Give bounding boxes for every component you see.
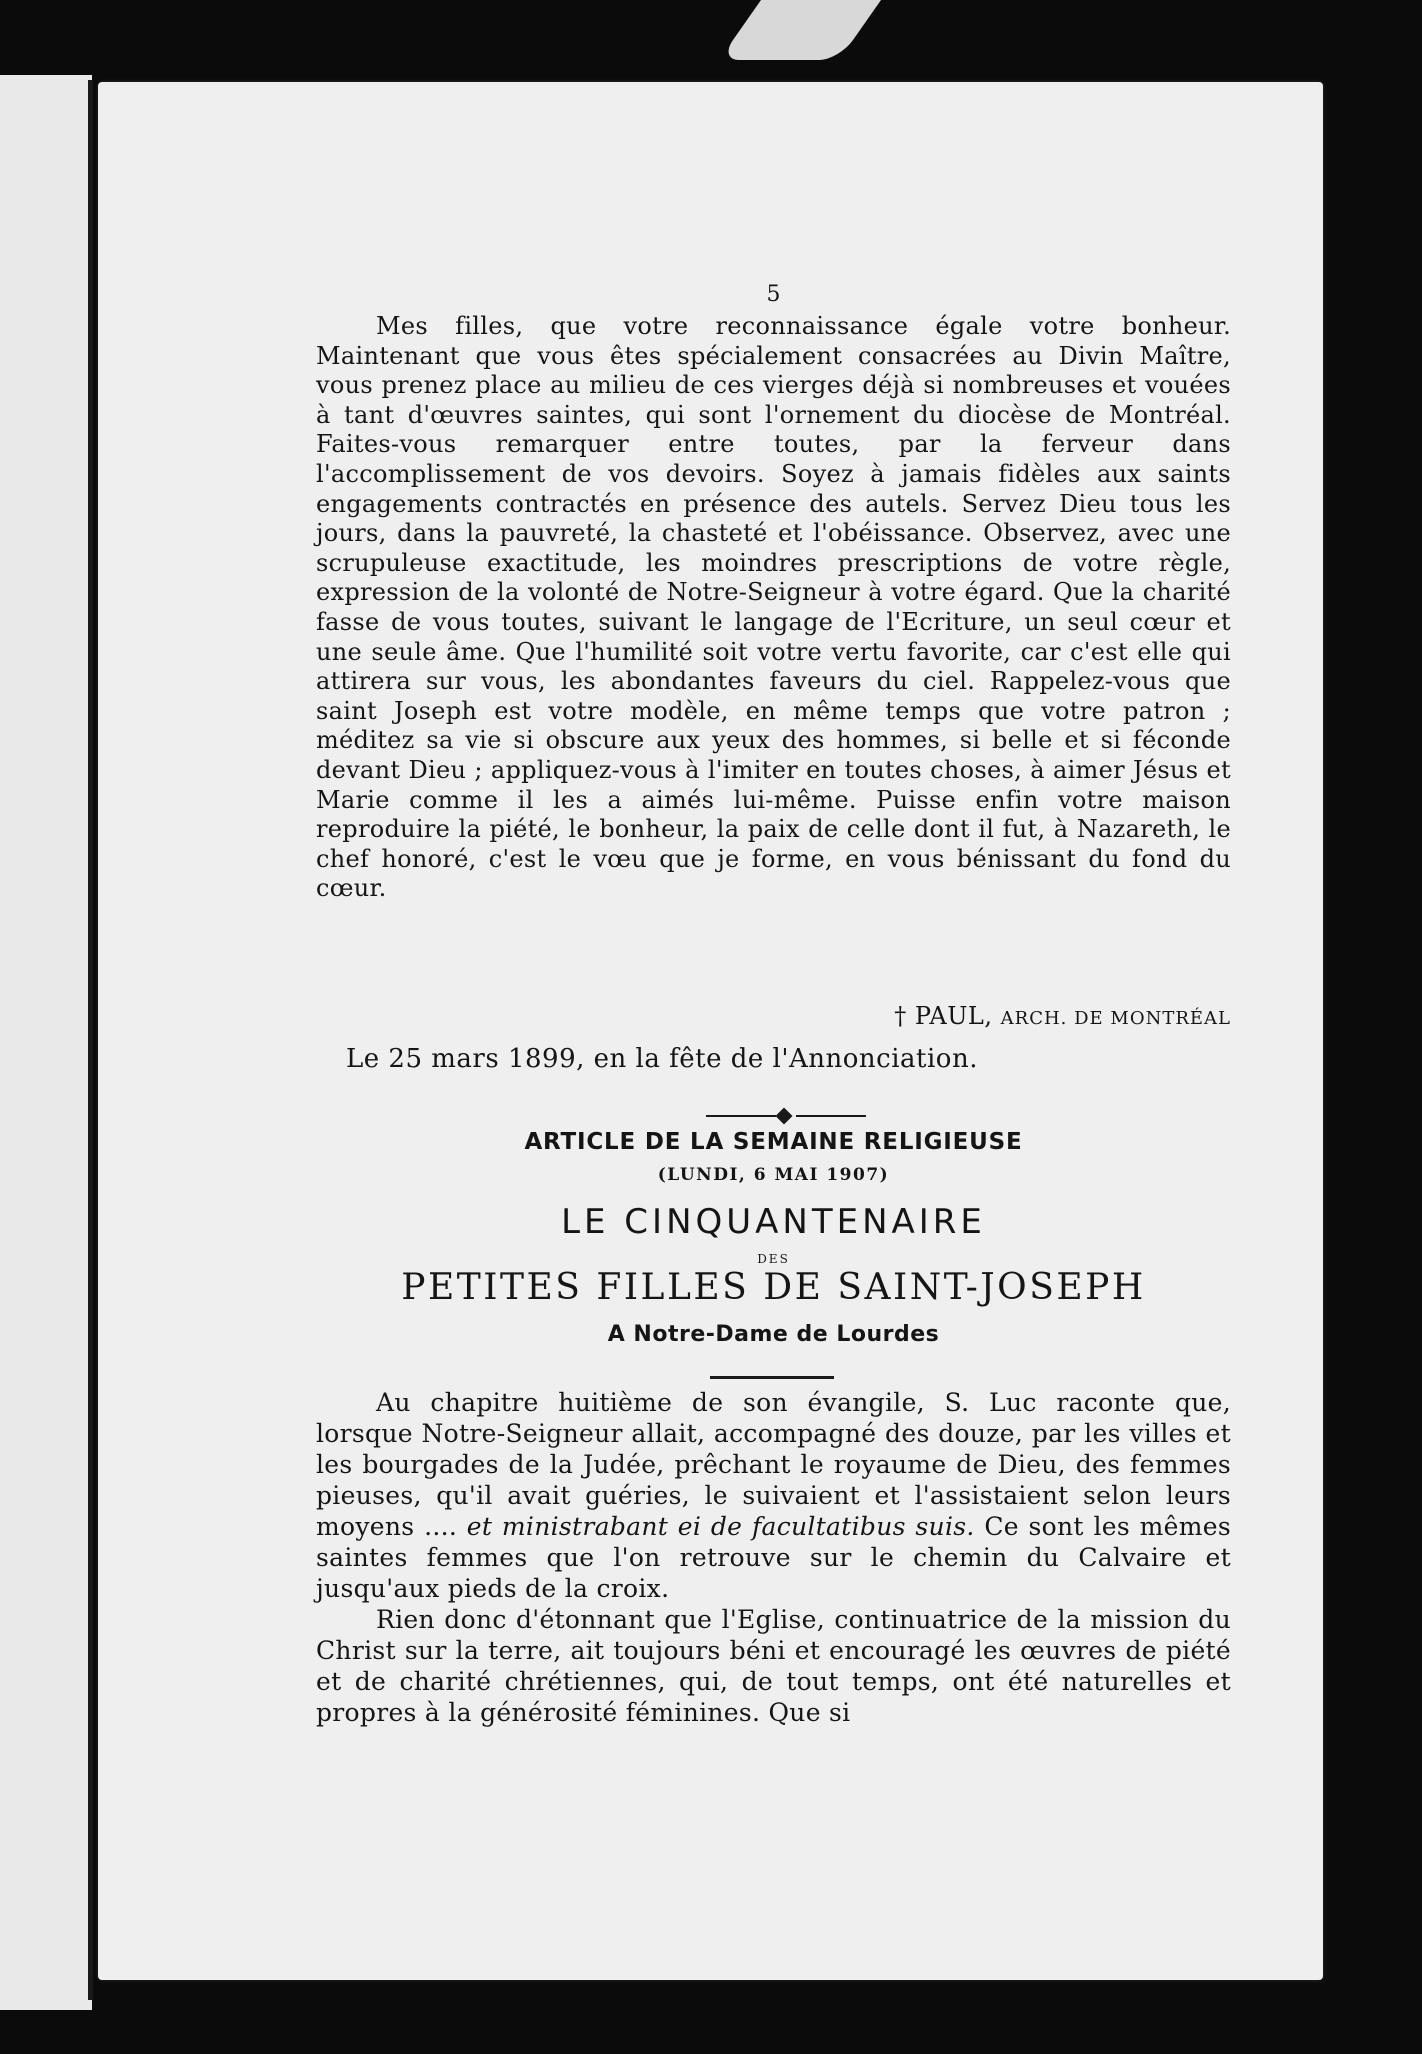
para1-end: Ce sont les mêmes saintes femmes que l'on retrouve sur le chemin du Calvaire et jusqu'aux pieds de la croix. xyxy=(316,1512,1232,1603)
article-paragraph-1 xyxy=(316,1387,1231,1604)
para1-latin-quote: et ministrabant ei de facultatibus suis. xyxy=(466,1512,975,1541)
page-number: 5 xyxy=(766,282,781,307)
article-heading: ARTICLE DE LA SEMAINE RELIGIEUSE xyxy=(524,1129,1023,1155)
article-title-line1: LE CINQUANTENAIRE xyxy=(561,1202,986,1242)
article-date: (LUNDI, 6 MAI 1907) xyxy=(657,1165,890,1185)
article-paragraph-2: Rien donc d'étonnant que l'Eglise, continuatrice de la mission du Christ sur la terre, ait toujours béni et encouragé les œuvres de piété et de charité chrétiennes, qui, de tout temps, ont été naturelles et propres à la générosité féminines. Que si xyxy=(316,1605,1231,1727)
article-subtitle: A Notre-Dame de Lourdes xyxy=(607,1322,940,1347)
signature-name: † PAUL, xyxy=(894,1002,993,1030)
article-title-line2: PETITES FILLES DE SAINT-JOSEPH xyxy=(401,1267,1146,1308)
letter-paragraph: Mes filles, que votre reconnaissance égale votre bonheur. Maintenant que vous êtes spécialement consacrées au Divin Maître, vous prenez place au milieu de ces vierges déjà si nombreuses et vouées à tant d'œuvres saintes, qui sont l'ornement du diocèse de Montréal. Faites-vous remarquer entre toutes, par la ferveur dans l'accomplissement de vos devoirs. Soyez à jamais fidèles aux saints engagements contractés en présence des autels. Servez Dieu tous les jours, dans la pauvreté, la chasteté et l'obéissance. Observez, avec une scrupuleuse exactitude, les moindres prescriptions de votre règle, expression de la volonté de Notre-Seigneur à votre égard. Que la charité fasse de vous toutes, suivant le langage de l'Ecriture, un seul cœur et une seule âme. Que l'humilité soit votre vertu favorite, car c'est elle qui attirera sur vous, les abondantes faveurs du ciel. Rappelez-vous que saint Joseph est votre modèle, en même temps que votre patron ; méditez sa vie si obscure aux yeux des hommes, si belle et si féconde devant Dieu ; appliquez-vous à l'imiter en toutes choses, à aimer Jésus et Marie comme il les a aimés lui-même. Puisse enfin votre maison reproduire la piété, le bonheur, la paix de celle dont il fut, à Nazareth, le chef honoré, c'est le vœu que je forme, en vous bénissant du fond du cœur. xyxy=(316,312,1231,903)
letter-date-line: Le 25 mars 1899, en la fête de l'Annonciation. xyxy=(346,1044,978,1074)
scan-artifact xyxy=(719,0,881,60)
left-page-edge xyxy=(0,75,92,2010)
document-page xyxy=(98,82,1323,1980)
article-title-des: DES xyxy=(757,1252,790,1266)
title-rule xyxy=(710,1376,834,1379)
para1-start: Au chapitre huitième de son évangile, S. Luc raconte que, lorsque Notre-Seigneur allait, accompagné des douze, par les villes et les bourgades de la Judée, prêchant le royaume de Dieu, des femmes pieuses, qu'il avait guéries, le suivaient et l'assistaient selon leurs moyens .... xyxy=(316,1388,1231,1541)
section-divider xyxy=(706,1106,866,1126)
signature-title: ARCH. DE MONTRÉAL xyxy=(1000,1008,1231,1029)
left-page-rule xyxy=(88,80,93,2000)
signature xyxy=(894,1002,1231,1030)
divider-diamond-icon xyxy=(776,1108,793,1125)
article-body xyxy=(316,1387,1231,1728)
